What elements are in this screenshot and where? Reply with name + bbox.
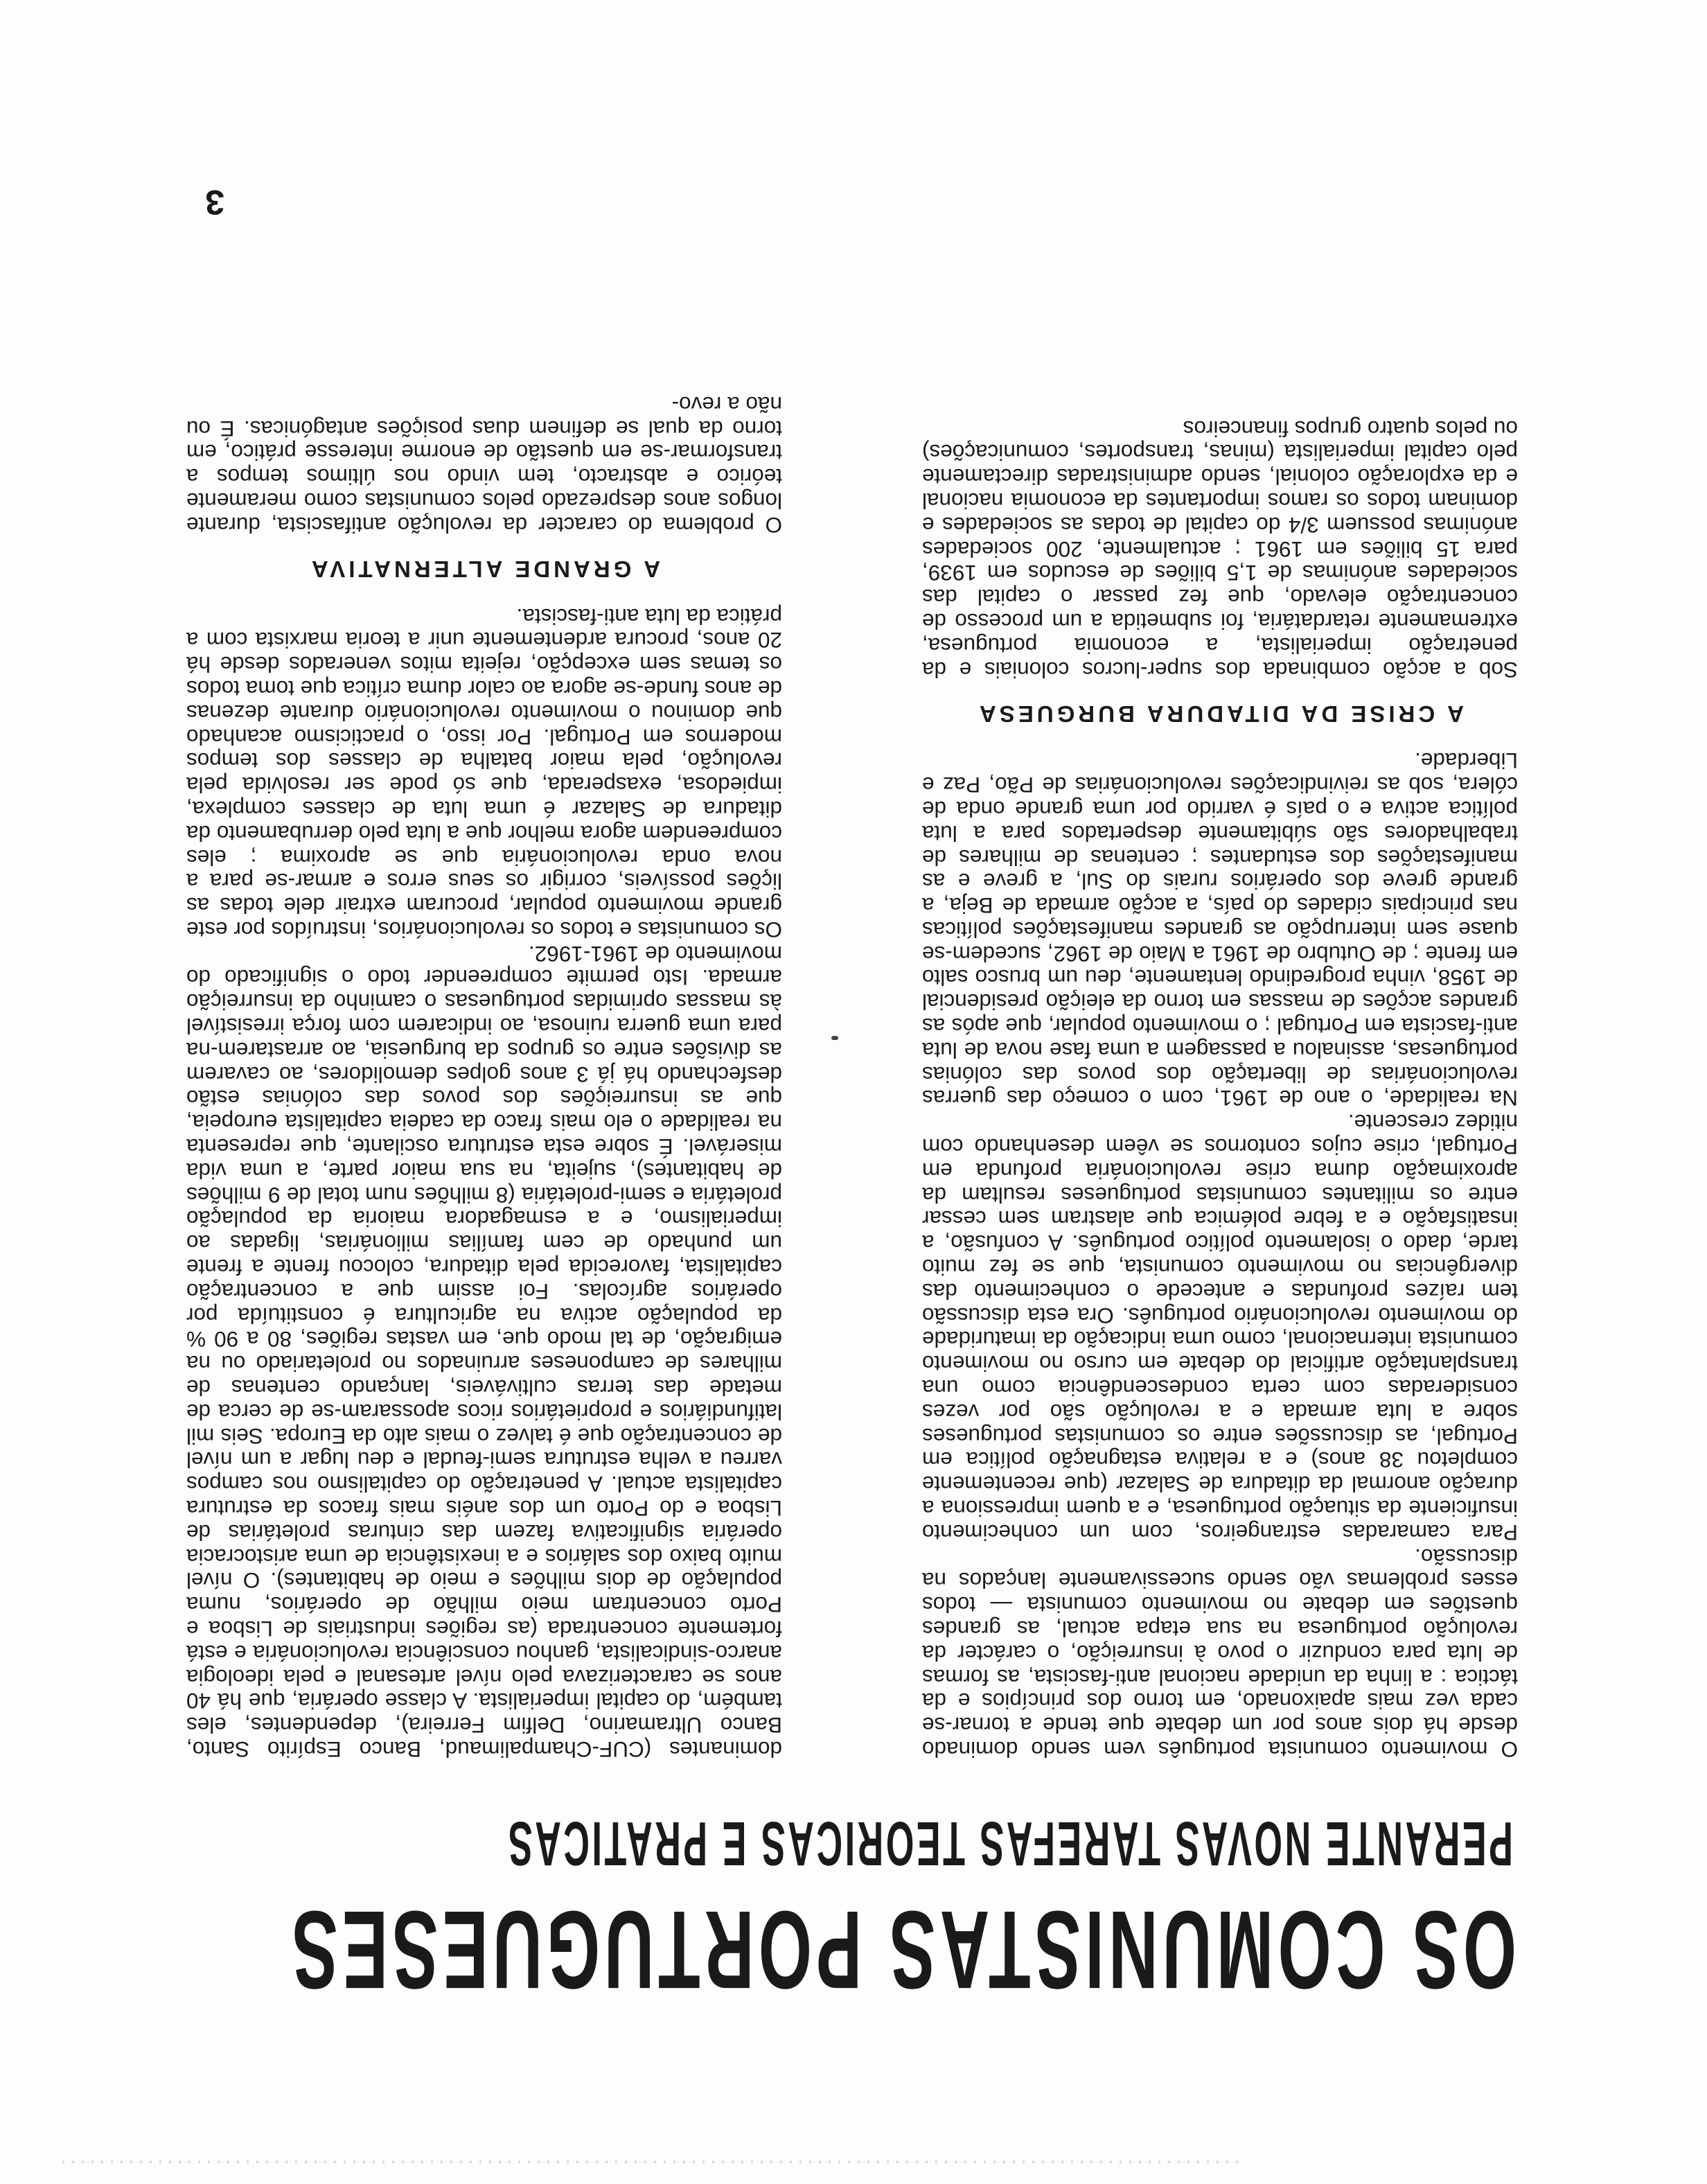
article-subtitle: PERANTE NOVAS TAREFAS TEORICAS E PRATICAS: [506, 1808, 1513, 1878]
section-heading: A CRISE DA DITADURA BURGUESA: [975, 701, 1465, 727]
paragraph: Para camaradas estrangeiros, com um conhecimento insuficiente da situação portuguesa, e a quem impressiona a duração anormal da ditadura de Salazar (que recentemente completou 38 anos) e a relativa estagnação política em Portugal, as discussões entre os comunistas portugueses sobre a luta armada e a revolução são por vezes consideradas com certa condescendência como una transplantação artificial do debate em curso no movimento comunista internacional, como uma indicação da imaturidade do movimento revolucionário português. Ora esta discussão tem raízes profundas e antecede o conhecimento das divergências no movimento comunista, que se fez muito tarde, dado o isolamento político português. A confusão, a insatisfação e a febre polémica que alastram sem cessar entre os militantes comunistas portugueses resultam da aproximação duma crise revolucionária profunda em Portugal, crise cujos contornos se vêem desenhando com nitidez crescente.: [922, 1110, 1518, 1545]
paragraph: Sob a acção combinada dos super-lucros coloniais e da penetração imperialista, a economia portuguesa, extremamente retardatária, foi submetida a um processo de concentração elevado, que fez passar o capital das sociedades anónimas de 1,5 biliões de escudos em 1939, para 15 biliões em 1961 ; actualmente, 200 sociedades anónimas possuem 3/4 do capital de todas as sociedades e dominam todos os ramos importantes da economia nacional e da exploração colonial, sendo administradas directamente pelo capital imperialista (minas, transportes, comunicações) ou pelos quatro grupos financeiros: [922, 416, 1518, 682]
paragraph: Os comunistas e todos os revolucionários, instruídos por este grande movimento popular, procuram extrair dele todas as lições possíveis, corrigir os seus erros e armar-se para a nova onda revolucionária que se aproxima ; eles compreendem agora melhor que a luta pelo derrubamento da ditadura de Salazar é uma luta de classes complexa, impiedosa, exasperada, que só pode ser resolvida pela revolução, pela maior batalha de classes dos tempos modernos em Portugal. Por isso, o practicismo acanhado que dominou o movimento revolucionário durante dezenas de anos funde-se agora ao calor duma crítica que toma todos os temas sem excepção, rejeita mitos venerados desde há 20 anos, procura ardentemente unir a teoria marxista com a prática da luta anti-fascista.: [186, 604, 782, 942]
scan-speck: [831, 1036, 838, 1040]
paragraph: O problema do caracter da revolução antifascista, durante longos anos desprezado pelos comunistas como meramente teórico e abstracto, tem vindo nos últimos tempos a transformar-se em questão de enorme interesse prático, em torno da qual se definem duas posições antagónicas. É ou não a revo-: [186, 391, 782, 538]
left-column: [922, 416, 1518, 1761]
page-number: 3: [205, 183, 224, 222]
paragraph: dominantes (CUF-Champalimaud, Banco Espírito Santo, Banco Ultramarino, Delfim Ferreira), dependentes, eles também, do capital imperialista. A classe operária, que há 40 anos se caracterizava pelo nível artesanal e pela ideologia anarco-sindicalista, ganhou consciência revolucionária e está fortemente concentrada (as regiões industriais de Lisboa e Porto concentram meio milhão de operários, numa população de dois milhões e meio de habitantes). O nível muito baixo dos salários e a inexistência de uma aristocracia operária significativa fazem das cinturas proletárias de Lisboa e do Porto um dos anéis mais fracos da estrutura capitalista actual. A penetração do capitalismo nos campos varreu a velha estrutura semi-feudal e deu lugar a um nível de concentração que é talvez o mais alto da Europa. Seis mil latifundiários e proprietários ricos apossaram-se de cerca de metade das terras cultiváveis, lançando centenas de milhares de camponeses arruinados no proletariado ou na emigração, de tal modo que, em vastas regiões, 80 a 90 % da população activa na agricultura é constituída por operários agrícolas. Foi assim que a concentração capitalista, favorecida pela ditadura, colocou frente a frente um punhado de cem famílias milionárias, ligadas ao imperialismo, e a esmagadora maioria da população proletária e semi-proletária (8 milhões num total de 9 milhões de habitantes), sujeita, na sua maior parte, a uma vida miserável. É sobre esta estrutura oscilante, que representa na realidade o elo mais fraco da cadeia capitalista europeia, que as insurreições dos povos das colónias estão desfechando há já 3 anos golpes demolidores, ao cavarem as divisões entre os grupos da burguesia, ao arrastarem-na para uma guerra ruinosa, ao indicarem com força irresistível às massas oprimidas portuguesas o caminho da insurreição armada. Isto permite compreender todo o significado do movimento de 1961-1962.: [186, 941, 782, 1762]
article-title: OS COMUNISTAS PORTUGUESES: [288, 1888, 1516, 2012]
paragraph: Na realidade, o ano de 1961, com o começo das guerras revolucionárias de libertação dos povos das colónias portuguesas, assinalou a passagem a uma fase nova de luta anti-fascista em Portugal ; o movimento popular, que após as grandes acções de massas em torno da eleição presidencial de 1958, vinha progredindo lentamente, deu um brusco salto em frente ; de Outubro de 1961 a Maio de 1962, sucedem-se quase sem interrupção as grandes manifestações políticas nas principais cidades do país, a acção armada de Beja, a grande greve dos operários rurais do Sul, a greve e as manifestações dos estudantes ; centenas de milhares de trabalhadores são súbitamente despertados para a luta política activa e o país é varrido por uma grande onda de cólera, sob as reivindicações revolucionárias de Pão, Paz e Liberdade.: [922, 748, 1518, 1111]
right-column: [186, 392, 782, 1761]
paragraph: O movimento comunista português vem sendo dominado desde há dois anos por um debate que tende a tornar-se cada vez mais apaixonado, em torno dos princípios e da táctica : a linha da unidade nacional anti-fascista, as formas de luta para conduzir o povo à insurreição, o carácter da revolução portuguesa na sua etapa actual, as grandes questões em debate no movimento comunista — todos esses problemas vão sendo sucessivamente lançados na discussão.: [922, 1544, 1518, 1762]
section-heading: A GRANDE ALTERNATIVA: [308, 556, 661, 582]
scan-edge-noise: [62, 2160, 1240, 2163]
